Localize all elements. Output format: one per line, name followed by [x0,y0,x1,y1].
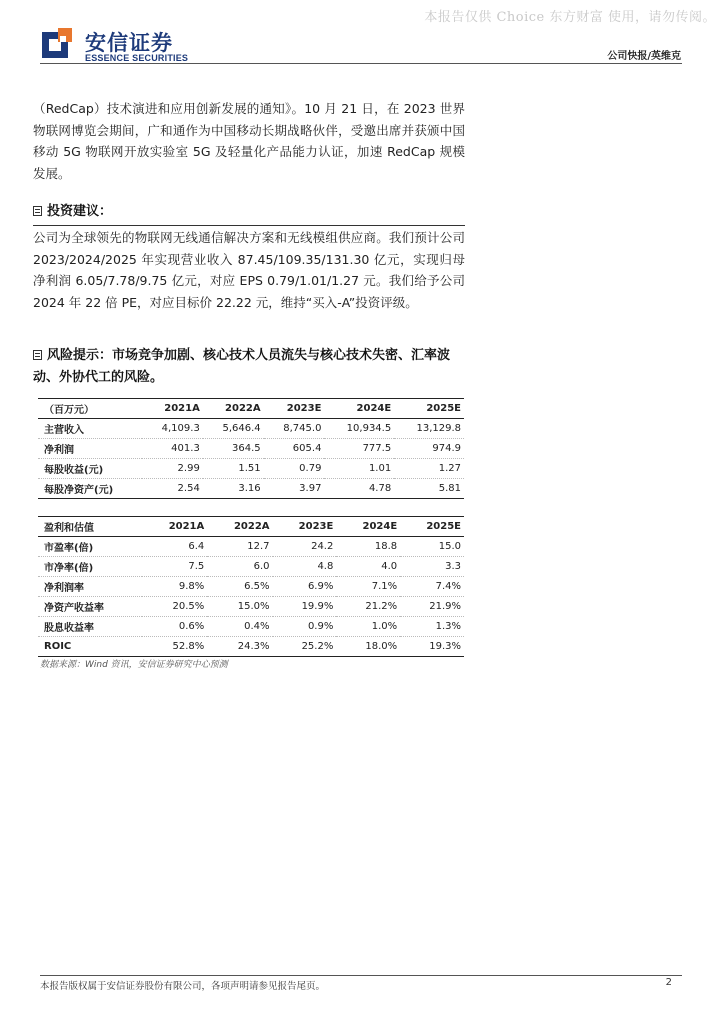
footer-divider [40,975,682,976]
table-cell: 25.2% [301,641,334,652]
table-cell: 1.3% [435,621,461,632]
table-cell: 1.27 [438,463,461,474]
table-cell: 19.9% [301,601,334,612]
risk-heading-text: 风险提示：市场竞争加剧、核心技术人员流失与核心技术失密、汇率波动、外协代工的风险。 [33,348,451,385]
header-cell: 2023E [298,521,334,532]
table-row [38,459,464,479]
table-cell: 13,129.8 [416,423,461,434]
table-cell: 4,109.3 [161,423,200,434]
row-label: 股息收益率 [44,623,94,634]
table-cell: 21.9% [429,601,461,612]
table-row [38,577,464,597]
table-cell: 18.0% [365,641,398,652]
table-row [38,557,464,577]
table-cell: 6.4 [188,541,205,552]
table-cell: 401.3 [171,443,200,454]
row-label: 净资产收益率 [44,603,104,614]
row-label: 每股净资产(元) [44,485,114,496]
table-cell: 7.1% [371,581,398,592]
data-source-note: 数据来源：Wind 资讯，安信证券研究中心预测 [40,660,228,670]
table-cell: 1.0% [371,621,398,632]
header-cell: 2023E [286,403,322,414]
table-cell: 4.78 [368,483,392,494]
investment-heading [33,201,465,223]
table-cell: 0.4% [244,621,270,632]
table-row [38,617,464,637]
table-header-row [38,517,464,537]
brand-logo [40,26,200,66]
table-row [38,479,464,499]
table-cell: 10,934.5 [346,423,392,434]
brand-name-cn: 安信证券 [85,31,173,55]
table-cell: 5.81 [438,483,461,494]
investment-paragraph: 公司为全球领先的物联网无线通信解决方案和无线模组供应商。我们预计公司 2023/2024/2025 年实现营业收入 87.45/109.35/131.30 亿元，实现归母净利润 6.05/7.78/9.75 亿元，对应 EPS 0.79/1.01/1.27 元。我们给予公司 2024 年 22 倍 PE，对应目标价 22.22 元，维持“买入-A”投资评级。 [33,230,465,310]
table-row [38,419,464,439]
row-label: 每股收益(元) [44,465,104,476]
table-cell: 12.7 [247,541,270,552]
investment-divider [33,225,465,226]
header-cell: 2022A [233,521,270,532]
header-divider [40,63,682,64]
table-cell: 24.2 [311,541,334,552]
intro-paragraph: （RedCap）技术演进和应用创新发展的通知》。10 月 21 日，在 2023 世界物联网博览会期间，广和通作为中国移动长期战略伙伴，受邀出席并获颁中国移动 5G 物联网开放实验室 5G 及轻量化产品能力认证，加速 RedCap 规模发展。 [33,101,465,181]
table-cell: 20.5% [172,601,205,612]
table-row [38,439,464,459]
table-cell: 3.97 [299,483,322,494]
table-cell: 3.3 [445,561,461,572]
table-cell: 0.79 [299,463,322,474]
investment-heading-text: 投资建议： [47,204,113,219]
row-label: 市净率(倍) [44,563,94,574]
row-label: 净利润 [44,445,74,456]
table-cell: 364.5 [231,443,261,454]
financials-table [38,398,464,499]
table-cell: 0.9% [307,621,334,632]
row-label: 主营收入 [44,425,84,436]
section-list-icon [33,206,42,216]
table-cell: 7.4% [435,581,461,592]
logo-mark-icon [40,26,76,62]
table-header-row [38,399,464,419]
valuation-table [38,516,464,657]
brand-name-en: ESSENCE SECURITIES [85,53,189,63]
table-cell: 777.5 [362,443,392,454]
footer-disclaimer: 本报告版权属于安信证券股份有限公司，各项声明请参见报告尾页。 [40,981,326,992]
table-cell: 6.0 [253,561,270,572]
table-cell: 8,745.0 [283,423,322,434]
table-cell: 21.2% [365,601,398,612]
header-cell: 2021A [164,403,200,414]
table-cell: 24.3% [237,641,270,652]
row-label: ROIC [44,641,72,652]
table-cell: 6.5% [244,581,270,592]
header-cell: 盈利和估值 [44,523,94,534]
header-cell: 2024E [356,403,392,414]
table-row [38,597,464,617]
table-cell: 3.16 [238,483,261,494]
table-cell: 19.3% [429,641,461,652]
header-cell: 2025E [426,403,461,414]
table-cell: 5,646.4 [222,423,261,434]
header-cell: 2022A [225,403,261,414]
row-label: 净利润率 [44,583,84,594]
table-cell: 2.99 [177,463,200,474]
watermark-text: 本报告仅供 Choice 东方财富 使用，请勿传阅。 [424,10,716,25]
risk-heading [33,345,465,388]
section-list-icon [33,350,42,360]
page-number: 2 [665,977,672,988]
row-label: 市盈率(倍) [44,543,94,554]
table-cell: 9.8% [178,581,205,592]
table-cell: 7.5 [188,561,205,572]
table-cell: 15.0 [438,541,461,552]
header-cell: （百万元） [44,405,94,416]
table-cell: 0.6% [178,621,205,632]
header-cell: 2024E [362,521,398,532]
table-row [38,637,464,657]
table-cell: 974.9 [432,443,461,454]
table-cell: 52.8% [172,641,205,652]
table-cell: 18.8 [374,541,398,552]
table-cell: 4.8 [317,561,334,572]
table-cell: 2.54 [177,483,200,494]
table-cell: 6.9% [307,581,334,592]
header-cell: 2025E [426,521,461,532]
header-cell: 2021A [168,521,205,532]
table-cell: 605.4 [292,443,322,454]
table-cell: 15.0% [237,601,270,612]
table-cell: 1.01 [368,463,392,474]
table-cell: 4.0 [381,561,398,572]
table-cell: 1.51 [238,463,261,474]
table-row [38,537,464,557]
report-type-label: 公司快报/英维克 [607,51,681,62]
